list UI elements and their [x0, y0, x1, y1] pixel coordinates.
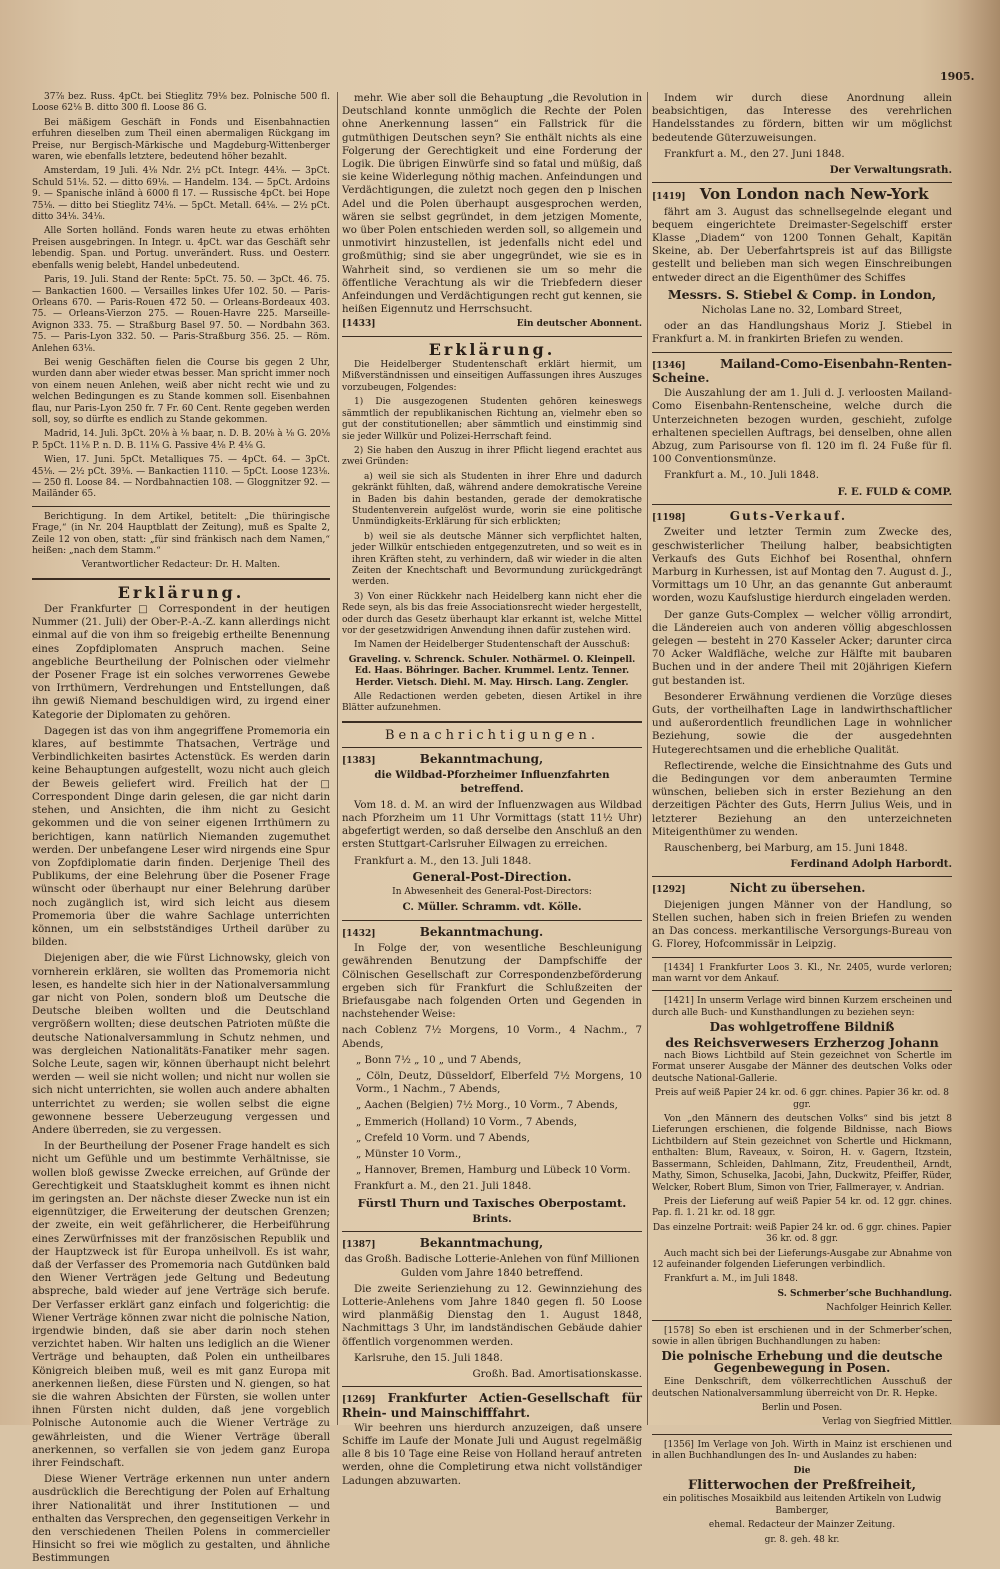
column-1: [32, 92, 330, 1569]
notice-1421: [652, 996, 952, 1314]
notice-number: [1269]: [342, 1395, 376, 1406]
market-line: Bei wenig Geschäften fielen die Course bis gegen 2 Uhr, wurden dann aber wieder etwas besser. Man spricht immer noch von einem neuen Anlehen, weiß aber nicht recht wie und zu welchen Bedingungen es zu Stande kommen soll. Eisenbahnen flau, nur Paris-Lyon 250 fr. 7 Fr. 60 Cent. Rente gegeben werden soll, soy, so dürfte es endlich zu Stande gekommen.: [32, 357, 330, 425]
notice-date: Frankfurt a. M., den 27. Juni 1848.: [664, 148, 845, 160]
notice-number: [1292]: [652, 885, 686, 896]
notice-subtitle: das Großh. Badische Lotterie-Anlehen von fünf Millionen Gulden vom Jahre 1840 betreffend.: [344, 1254, 640, 1279]
price-line: Preis auf weiß Papier 24 kr. od. 6 ggr. chines. Papier 36 kr. od. 8 ggr.: [655, 1088, 949, 1110]
divider: [652, 1320, 952, 1321]
editor-line: Verantwortlicher Redacteur: Dr. H. Malten.: [81, 560, 281, 571]
notice-authority: General-Post-Direction.: [412, 869, 572, 884]
market-line: Alle Sorten holländ. Fonds waren heute zu etwas erhöhten Preisen ausgebringen. In Integr. u. 4pCt. war das Geschäft sehr lebendig. Span. und Portug. unverändert. Russ. und Oesterr. ebenfalls wenig belebt, Handel unbedeutend.: [32, 226, 330, 271]
divider: [652, 182, 952, 183]
signature: Ferdinand Adolph Harbordt.: [790, 858, 952, 871]
market-line: 37⅞ bez. Russ. 4pCt. bei Stieglitz 79⅛ bez. Polnische 500 fl. Loose 62⅛ B. ditto 300 fl. Loose 86 G.: [32, 92, 330, 114]
column-separator: [337, 92, 338, 1425]
declaration-paragraph: Diese Wiener Verträge erkennen nun unter andern ausdrücklich die Berechtigung der Polen auf Erhaltung ihrer Nationalität und ihrer Institutionen — und enthalten das Versprechen, den gegenseitigen Verkehr in den verschiedenen Theilen Polens in commercieller Hinsicht so frei wie möglich zu gestalten, und ähnliche Bestimmungen: [32, 1474, 330, 1565]
signature: F. E. FULD & COMP.: [837, 485, 952, 498]
notice-1434: [1434] 1 Frankfurter Loos 3. Kl., Nr. 2405, wurde verloren; man warnt vor dem Ankauf.: [652, 962, 952, 984]
market-line: Bei mäßigem Geschäft in Fonds und Eisenbahnactien erfuhren dieselben zum Theil einen abermaligen Rückgang im Preise, nur Bergisch-Märkische und Magdeburg-Wittenberger waren, wie ebenfalls letztere, bedeutend höher bezahlt.: [32, 117, 330, 163]
notice-date: Frankfurt a. M., im Juli 1848.: [664, 1274, 799, 1285]
divider: [342, 1386, 642, 1387]
declaration-item: 1) Die ausgezogenen Studenten gehören keineswegs sämmtlich der republikanischen Richtung an, vielmehr eben so gut der constitutionellen; aber sämmtlich und einstimmig sind sie jeder Willkür und Polizei-Herrschaft feind.: [342, 397, 642, 442]
notice-title: Guts-Verkauf.: [729, 508, 848, 523]
declaration-item: a) weil sie sich als Studenten in ihrer Ehre und dadurch gekränkt fühlten, daß, während andere demokratische Vereine in Baden bis dahin bestanden, gerade der demokratische Studentenverein aufgelöst wurde, worin sie eine politische Unmündigkeits-Erklärung für sich erblickten;: [352, 471, 642, 528]
schedule-line: „ Cöln, Deutz, Düsseldorf, Elberfeld 7½ Morgens, 10 Vorm., 1 Nachm., 7 Abends,: [356, 1070, 642, 1096]
declaration-intro: Die Heidelberger Studentenschaft erklärt hiermit, um Mißverständnissen und einseitigen Auffassungen ihres Auszuges vorzubeugen, Folgendes:: [342, 360, 642, 393]
correction-notice: Berichtigung. In dem Artikel, betitelt: „Die thüringische Frage,“ (in Nr. 204 Hauptblatt der Zeitung), muß es Spalte 2, Zeile 12 von oben, statt: „für sind fränkisch nach dem Namen,“ heißen: „nach dem Stamm.“: [32, 511, 330, 557]
notice-1346: [652, 358, 952, 499]
notice-1292: [652, 882, 952, 951]
declaration-title: Erklärung.: [117, 582, 245, 602]
notice-number: [1419]: [652, 192, 686, 203]
divider: [342, 920, 642, 921]
notice-title: Von London nach New-York: [699, 185, 929, 204]
declaration-item: b) weil sie als deutsche Männer sich verpflichtet halten, jeder Willkür entschieden entgegenzutreten, und so weit es in ihren Kräften steht, zu verhindern, daß wir wieder in die alten Zeiten der Knechtschaft und Bevormundung zurückgedrängt werden.: [352, 531, 642, 588]
notice-authority: Großh. Bad. Amortisationskasse.: [472, 1368, 642, 1380]
adjacent-page-edge: [958, 0, 1000, 1425]
declaration-item: 3) Von einer Rückkehr nach Heidelberg kann nicht eher die Rede seyn, als bis das freie Associationsrecht wieder hergestellt, oder durch das Gesetz überhaupt klar erkannt ist, welche Mittel vor der gesetzwidrigen Anwendung ihnen dafür zustehen wird.: [342, 591, 642, 636]
notice-1383: [342, 753, 642, 915]
notice-title: Nicht zu übersehen.: [729, 881, 866, 896]
market-line: Wien, 17. Juni. 5pCt. Metalliques 75. — 4pCt. 64. — 3pCt. 45⅛. — 2½ pCt. 39⅛. — Bankactien 1110. — 5pCt. Loose 123⅛. — 250 fl. Loose 84. — Nordbahnactien 108. — Gloggnitzer 92. — Mailänder 65.: [32, 455, 330, 500]
notice-title-prefix: Die: [793, 1465, 811, 1476]
notice-body: Von „den Männern des deutschen Volks“ sind bis jetzt 8 Lieferungen erschienen, die folgende Bildnisse, nach Biows Lichtbildern auf Stein gezeichnet von Schertle und Hickmann, enthalten: Blum, Raveaux, v. Soiron, H. v. Gagern, Itzstein, Bassermann, Schleiden, Dahlmann, Zitz, Freudentheil, Arndt, Mathy, Simon, Schuselka, Jacobi, Jahn, Duckwitz, Pfeiffer, Rüder, Welcker, Robert Blum, Simon von Trier, Fallmerayer, v. Andrian.: [652, 1114, 952, 1193]
notice-body: Die Auszahlung der am 1. Juli d. J. verloosten Mailand-Como Eisenbahn-Rentenscheine, welche durch die Unterzeichneten bezogen wurden, geschieht, zufolge erhaltenen speciellen Auftrags, bei denselben, ohne allen Abzug, zum Parisourse von fl. 120 im fl. 24 Fuße für fl. 100 Conventionsmünze.: [652, 388, 952, 466]
notice-subtitle: des Reichsverwesers Erzherzog Johann: [665, 1034, 939, 1050]
editorial-note: Alle Redactionen werden gebeten, diesen Artikel in ihre Blätter aufzunehmen.: [342, 692, 642, 714]
column-3: [652, 92, 952, 1549]
divider: [32, 506, 330, 507]
notice-intro: [1356] Im Verlage von Joh. Wirth in Mainz ist erschienen und in allen Buchhandlungen des In- und Auslandes zu haben:: [652, 1439, 952, 1462]
notice-place: Berlin und Posen.: [761, 1403, 843, 1413]
notice-body: Diejenigen jungen Männer von der Handlung, so Stellen suchen, haben sich in freien Briefen zu wenden an Das concess. merkantilische Versorgungs-Bureau von G. Florey, Hofcommissär in Leipzig.: [652, 899, 952, 951]
declaration-item: 2) Sie haben den Auszug in ihrer Pflicht liegend erachtet aus zwei Gründen:: [342, 445, 642, 468]
notice-authority-note: In Abwesenheit des General-Post-Directors:: [392, 887, 592, 898]
letter-paragraph: mehr. Wie aber soll die Behauptung „die Revolution in Deutschland konnte unmöglich die Rechte der Polen ohne Anerkennung lassen“ ein Fallstrick für die gutmüthigen Deutschen seyn? Sie enthält nichts als eine Folgerung der Gerechtigkeit und eine Forderung der Logik. Die übrigen Einwürfe sind so fatal und müßig, daß sie keine Widerlegung nöthig machen. Anfeindungen und Verdächtigungen, die zuletzt noch gegen den p lnischen Adel und die Polen überhaupt ausgesprochen werden, wären sie selbst gegründet, in dem jetzigen Momente, wo über Polen entschieden werden soll, so allgemein und unmotivirt hinzustellen, ist jedenfalls nicht edel und großmüthig; sind sie aber ungegründet, wie sie es in Wahrheit sind, so verdienen sie um so mehr die öffentliche Verachtung als wir die Triebfedern dieser Anfeindungen und Verdächtigungen recht gut kennen, sie heißen Eigennutz und Herrschsucht.: [342, 93, 642, 316]
notice-body: Besonderer Erwähnung verdienen die Vorzüge dieses Guts, der vortheilhaften Lage in landwirthschaftlicher und außerordentlich freundlichen Lage in wohnlicher Beziehung, sowie die der ausgedehnten Hutegerechtsamen und die erhebliche Qualität.: [652, 691, 952, 756]
notice-title: Die polnische Erhebung und die deutsche Gegenbewegung in Posen.: [661, 1349, 943, 1375]
notice-number: [1432]: [342, 928, 376, 939]
notice-date: Rauschenberg, bei Marburg, am 15. Juni 1848.: [664, 842, 908, 854]
market-line: Amsterdam, 19 Juli. 4⅛ Ndr. 2½ pCt. Integr. 44⅛. — 3pCt. Schuld 51⅛. 52. — ditto 69⅛. — Handelm. 134. — 5pCt. Ardoins 9. — Spanische inländ à 6000 fl 17. — Russische 4pCt. bei Hope 75⅛. — ditto bei Stieglitz 74⅛. — 5pCt. Metall. 64⅛. — 2½ pCt. ditto 34⅛. 34⅛.: [32, 166, 330, 223]
schedule-line: „ Aachen (Belgien) 7½ Morg., 10 Vorm., 7 Abends,: [356, 1100, 618, 1112]
student-declaration: [342, 360, 642, 715]
notice-signatory: Brints.: [472, 1212, 512, 1225]
notice-body: Indem wir durch diese Anordnung allein beabsichtigen, das Interesse des verehrlichen Handelsstandes zu fördern, bitten wir um möglichst bedeutende Güterzuweisungen.: [652, 93, 952, 144]
price-line: gr. 8. geh. 48 kr.: [764, 1534, 840, 1545]
market-line: Madrid, 14. Juli. 3pCt. 20⅛ à ⅛ baar, n. D. B. 20⅛ à ⅛ G. 20⅛ P. 5pCt. 11⅛ P. n. D. B. 11⅛ G. Passive 4⅛ P. 4⅛ G.: [32, 429, 330, 451]
notice-body: nach Biows Lichtbild auf Stein gezeichnet von Schertle im Format unserer Ausgabe der Männer des deutschen Volks oder deutsche National-Gallerie.: [652, 1051, 952, 1084]
notice-body: Auch macht sich bei der Lieferungs-Ausgabe zur Abnahme von 12 aufeinander folgenden Lieferungen verbindlich.: [652, 1248, 952, 1270]
notice-date: Frankfurt a. M., 10. Juli 1848.: [664, 470, 819, 482]
signature: Ein deutscher Abonnent.: [516, 319, 642, 330]
divider: [652, 504, 952, 505]
notice-1432: [342, 926, 642, 1226]
notice-1198: [652, 510, 952, 871]
notice-intro: [1578] So eben ist erschienen und in der Schmerber’schen, sowie in allen übrigen Buchhandlungen zu haben:: [652, 1325, 952, 1347]
divider: [342, 336, 642, 337]
author-role: ehemal. Redacteur der Mainzer Zeitung.: [708, 1520, 896, 1531]
notice-title: Flitterwochen der Preßfreiheit,: [687, 1478, 917, 1494]
schedule-line: nach Coblenz 7½ Morgens, 10 Vorm., 4 Nachm., 7 Abends,: [342, 1025, 642, 1050]
committee-names: Graveling. v. Schrenck. Schuler. Nothärmel. O. Kleinpell. Ed. Haas. Böhringer. Bacher. Krummel. Lentz. Tenner. Herder. Vietsch. Diehl. M. May. Hirsch. Lang. Zengler.: [348, 654, 636, 688]
notice-body: Wir beehren uns hierdurch anzuzeigen, daß unsere Schiffe im Laufe der Monate Juli und August regelmäßig alle 8 bis 10 Tage eine Reise von Holland herauf antreten werden, ohne die Completirung etwa nicht vollständiger Ladungen abzuwarten.: [342, 1422, 642, 1487]
schedule-line: „ Emmerich (Holland) 10 Vorm., 7 Abends,: [356, 1116, 577, 1128]
notice-body: oder an das Handlungshaus Moriz J. Stiebel in Frankfurt a. M. in frankirten Briefen zu wenden.: [652, 321, 952, 346]
notice-number: [1433]: [342, 319, 376, 330]
price-line: Preis der Lieferung auf weiß Papier 54 kr. od. 12 ggr. chines. Pap. fl. 1. 21 kr. od. 18 ggr.: [652, 1196, 952, 1219]
price-line: Das einzelne Portrait: weiß Papier 24 kr. od. 6 ggr. chines. Papier 36 kr. od. 8 ggr.: [652, 1222, 952, 1245]
notice-title: Mailand-Como-Eisenbahn-Renten-Scheine.: [652, 356, 952, 386]
publisher: S. Schmerber’sche Buchhandlung.: [777, 1288, 952, 1299]
notice-body: Die zweite Serienziehung zu 12. Gewinnziehung des Lotterie-Anlehens vom Jahre 1840 gegen fl. 50 Loose wird planmäßig Dienstag den 1. August 1848, Nachmittags 3 Uhr, im landständischen Gebäude dahier öffentlich vorgenommen werden.: [342, 1283, 642, 1348]
student-declaration-title: Erklärung.: [428, 339, 556, 359]
notice-title: Bekanntmachung,: [419, 752, 544, 767]
notice-title: Bekanntmachung.: [419, 924, 544, 939]
divider: [652, 876, 952, 877]
divider: [652, 957, 952, 958]
notice-body: Vom 18. d. M. an wird der Influenzwagen aus Wildbad nach Pforzheim um 11 Uhr Vormittags (statt 11½ Uhr) abgefertigt werden, so daß derselbe den Anschluß an den ersten Stuttgart-Carlsruher Eilwagen zu erreichen.: [342, 799, 642, 851]
notice-signatories: C. Müller. Schramm. vdt. Kölle.: [402, 901, 582, 914]
notice-body: Eine Denkschrift, dem völkerrechtlichen Ausschuß der deutschen Nationalversammlung überreicht von Dr. R. Hepke.: [652, 1377, 952, 1399]
market-line: Paris, 19. Juli. Stand der Rente: 5pCt. 75. 50. — 3pCt. 46. 75. — Bankactien 1600. — Versailles linkes Ufer 102. 50. — Paris-Orleans 670. — Paris-Rouen 472 50. — Orleans-Bordeaux 403. 75. — Orleans-Vierzon 275. — Rouen-Havre 225. Marseille-Avignon 333. 75. — Straßburg Basel 97. 50. — Nordbahn 363. 75. — Paris-Lyon 332. 50. — Paris-Straßburg 356. 25. — Röm. Anlehen 63⅛.: [32, 275, 330, 354]
schedule-line: „ Münster 10 Vorm.,: [356, 1148, 462, 1160]
signature: Der Verwaltungsrath.: [829, 164, 952, 177]
notice-body: ein politisches Mosaikbild aus leitenden Artikeln von Ludwig Bamberger,: [662, 1494, 942, 1516]
notice-1387: [342, 1237, 642, 1381]
divider: [342, 721, 642, 723]
notice-1419: [652, 185, 952, 346]
publisher: Verlag von Siegfried Mittler.: [822, 1417, 952, 1428]
notice-number: [1198]: [652, 512, 686, 523]
divider: [652, 990, 952, 991]
notice-date: Frankfurt a. M., den 21. Juli 1848.: [354, 1181, 532, 1193]
notice-body: Zweiter und letzter Termin zum Zwecke des, geschwisterlicher Theilung halber, beabsichtigten Verkaufs des Guts Eichhof bei Rosenthal, ohnfern Marburg in Kurhessen, ist auf Montag den 7. August d. J., Vormittags um 10 Uhr, an das genannte Gut anberaumt worden, wozu Kaufslustige hierdurch eingeladen werden.: [652, 527, 952, 605]
notice-body: Reflectirende, welche die Einsichtnahme des Guts und die Bedingungen vor dem anberaumten Termine wünschen, belieben sich in erster Beziehung an den derzeitigen Pächter des Guts, Herrn Julius Weis, und in letzterer Beziehung an den unterzeichneten Miteigenthümer zu wenden.: [652, 760, 952, 838]
firm-name: Messrs. S. Stiebel & Comp. in London,: [667, 286, 937, 302]
schedule-line: „ Bonn 7½ „ 10 „ und 7 Abends,: [356, 1054, 522, 1066]
notice-body: fährt am 3. August das schnellsegelnde elegant und bequem eingerichtete Dreimaster-Segelschiff erster Klasse „Diadem“ von 1200 Tonnen Gehalt, Kapitän Skeine, ab. Der Ueberfahrtspreis ist auf das Billigste gestellt und belieben man sich wegen Einschreibungen entweder direct an die Eigenthümer des Schiffes: [652, 206, 952, 284]
firm-address: Nicholas Lane no. 32, Lombard Street,: [701, 305, 903, 317]
divider: [32, 578, 330, 580]
schedule-line: „ Hannover, Bremen, Hamburg und Lübeck 10 Vorm.: [356, 1165, 631, 1177]
notice-title: Das wohlgetroffene Bildniß: [709, 1020, 895, 1035]
notice-number: [1383]: [342, 756, 376, 767]
notice-title: Frankfurter Actien-Gesellschaft für Rhein- und Mainschifffahrt.: [342, 1391, 643, 1420]
column-separator: [647, 92, 648, 1425]
notice-date: Karlsruhe, den 15. Juli 1848.: [354, 1352, 503, 1364]
notice-title: Bekanntmachung,: [419, 1235, 544, 1250]
notice-body: Der ganze Guts-Complex — welcher völlig arrondirt, die Ländereien auch von anderen völlig abgeschlossen gelegen — besteht in 270 Kasseler Acker; darunter circa 70 Acker Waldfläche, welche zur Hälfte mit baubaren Buchen und in der andere Theil mit 20jährigen Kiefern gut bestanden ist.: [652, 609, 952, 687]
notice-date: Frankfurt a. M., den 13. Juli 1848.: [354, 855, 532, 867]
notice-intro: [1421] In unserm Verlage wird binnen Kurzem erscheinen und durch alle Buch- und Kunsthandlungen zu beziehen seyn:: [652, 996, 952, 1018]
declaration-paragraph: Dagegen ist das von ihm angegriffene Promemoria ein klares, auf bestimmte Thatsachen, Verträge und Verbindlichkeiten basirtes Actenstück. Es werden darin keine Behauptungen aufgestellt, wozu nicht auch gleich der Beweis geliefert wird. Freilich hat der □ Correspondent Dinge darin gelesen, die gar nicht darin stehen, und Ansichten, die ihm nicht zu Gesicht gekommen und die von seiner eigenen Irrthümern zu berichtigen, kann natürlich Niemanden zugemuthet werden. Der unbefangene Leser wird nirgends eine Spur von Zopfdiplomatie darin finden. Derjenige Theil des Publikums, der eine Belehrung über die Posener Frage wünscht oder überhaupt nur einer Belehrung darüber noch zugänglich ist, wird sich leicht aus diesem Promemoria über die wahre Sachlage unterrichten können, um ein selbstständiges Urtheil darüber zu bilden.: [32, 725, 330, 949]
divider: [342, 1231, 642, 1232]
declaration-paragraph: In der Beurtheilung der Posener Frage handelt es sich nicht um Gefühle und um bestimmte Verhältnisse, sie wollen bloß gewisse Zwecke erreichen, auf Gründe der Gerechtigkeit und Staatsklugheit kommt es ihnen nicht im geringsten an. Der nächste dieser Zwecke nun ist ein eigennütziger, die Erweiterung der deutschen Grenzen; der zweite, ein weit gefährlicherer, die Herbeiführung eines Zerwürfnisses mit der französischen Republik und der Hauptzweck ist für Europa unheilvoll. Es ist wahr, daß der Verfasser des Promemoria nach Gutdünken bald den Wiener Verträgen jede Geltung und Bedeutung abspreche, bald wieder auf jene Verträge sich berufe. Der Verfasser erklärt ganz einfach und folgerichtig: die Wiener Verträge können zwar nicht die polnische Nation, irgendwie binden, daß sie aber darin noch stehen verzichtet haben. Wir halten uns lediglich an die Wiener Verträge und behaupten, daß Polen ein untheilbares Königreich bleiben muß, weil es mit ganz Europa mit anerkennen ließen, diese Fürsten und N. giengen, so hat sie die wahren Absichten der Fürsten, sie wollen unter ihnen Fürsten nicht dulden, daß jene vorgeblich Polnische Autonomie auch die Wiener Verträge zu gewährleisten, und die Wiener Verträge überall anerkennen, so verfallen sie von jedem ganz Europa ihrer Feindschaft.: [32, 1141, 330, 1470]
notice-subtitle: die Wildbad-Pforzheimer Influenzfahrten betreffend.: [374, 769, 610, 795]
column-2: [342, 92, 642, 1491]
notice-number: [1387]: [342, 1239, 376, 1250]
declaration-paragraph: Der Frankfurter □ Correspondent in der heutigen Nummer (21. Juli) der Ober-P.-A.-Z. kann allerdings nicht einmal auf die von ihm so freigebig ertheilte Benennung eines Zopfdiplomaten Anspruch machen. Seine angebliche Beurtheilung der Polnischen oder vielmehr der Posener Frage ist ein solches verworrenes Gewebe von Irrthümern, Verdrehungen und Entstellungen, daß ihn gewiß Niemand beschuldigen wird, zu irgend einer Kategorie der Diplomaten zu gehören.: [32, 604, 330, 721]
notice-body: In Folge der, von wesentliche Beschleunigung gewährenden Benutzung der Dampfschiffe der Cölnischen Gesellschaft zur Correspondenzbeförderung ergeben sich für Frankfurt die Schlußzeiten der Briefausgabe nach folgenden Orten und Gegenden in nachstehender Weise:: [342, 943, 642, 1021]
notice-authority: Fürstl Thurn und Taxisches Oberpostamt.: [357, 1195, 627, 1210]
declaration-paragraph: Diejenigen aber, die wie Fürst Lichnowsky, gleich von vornherein erklären, sie wollten das Promemoria nicht lesen, es handelte sich hier in der Nationalversammlung gar nicht von Polen, sondern bloß um Deutsche die Deutsche bleiben wollten und die Deutschland vergrößern wollten; diese deutschen Patrioten müßte die deutsche Nationalversammlung in Schutz nehmen, und was dergleichen Nationalitäts-Fanatiker mehr sagen. Solche Leute, sagen wir, können überhaupt nicht belehrt werden — weil sie nicht wollen; und nicht nur wollen sie sich nicht unterrichten, sie wollen auch andere abhalten unterrichtet zu werden; sie wollen selbst die eigne gewonnene bessere Ueberzeugung vergessen und Andere überreden, sie zu vergessen.: [32, 953, 330, 1136]
page-number: 1905.: [940, 70, 975, 83]
committee-intro: Im Namen der Heidelberger Studentenschaft der Ausschuß:: [354, 640, 630, 651]
market-reports: [32, 92, 330, 501]
schedule-line: „ Crefeld 10 Vorm. und 7 Abends,: [356, 1132, 530, 1144]
divider: [652, 352, 952, 353]
notice-1269: [342, 1392, 642, 1488]
notice-1356: [652, 1440, 952, 1546]
publisher-successor: Nachfolger Heinrich Keller.: [826, 1303, 952, 1314]
notice-number: [1346]: [652, 360, 686, 371]
notices-title: Benachrichtigungen.: [384, 727, 600, 743]
divider: [652, 1434, 952, 1435]
notice-1578: [652, 1326, 952, 1429]
divider: [342, 747, 642, 748]
